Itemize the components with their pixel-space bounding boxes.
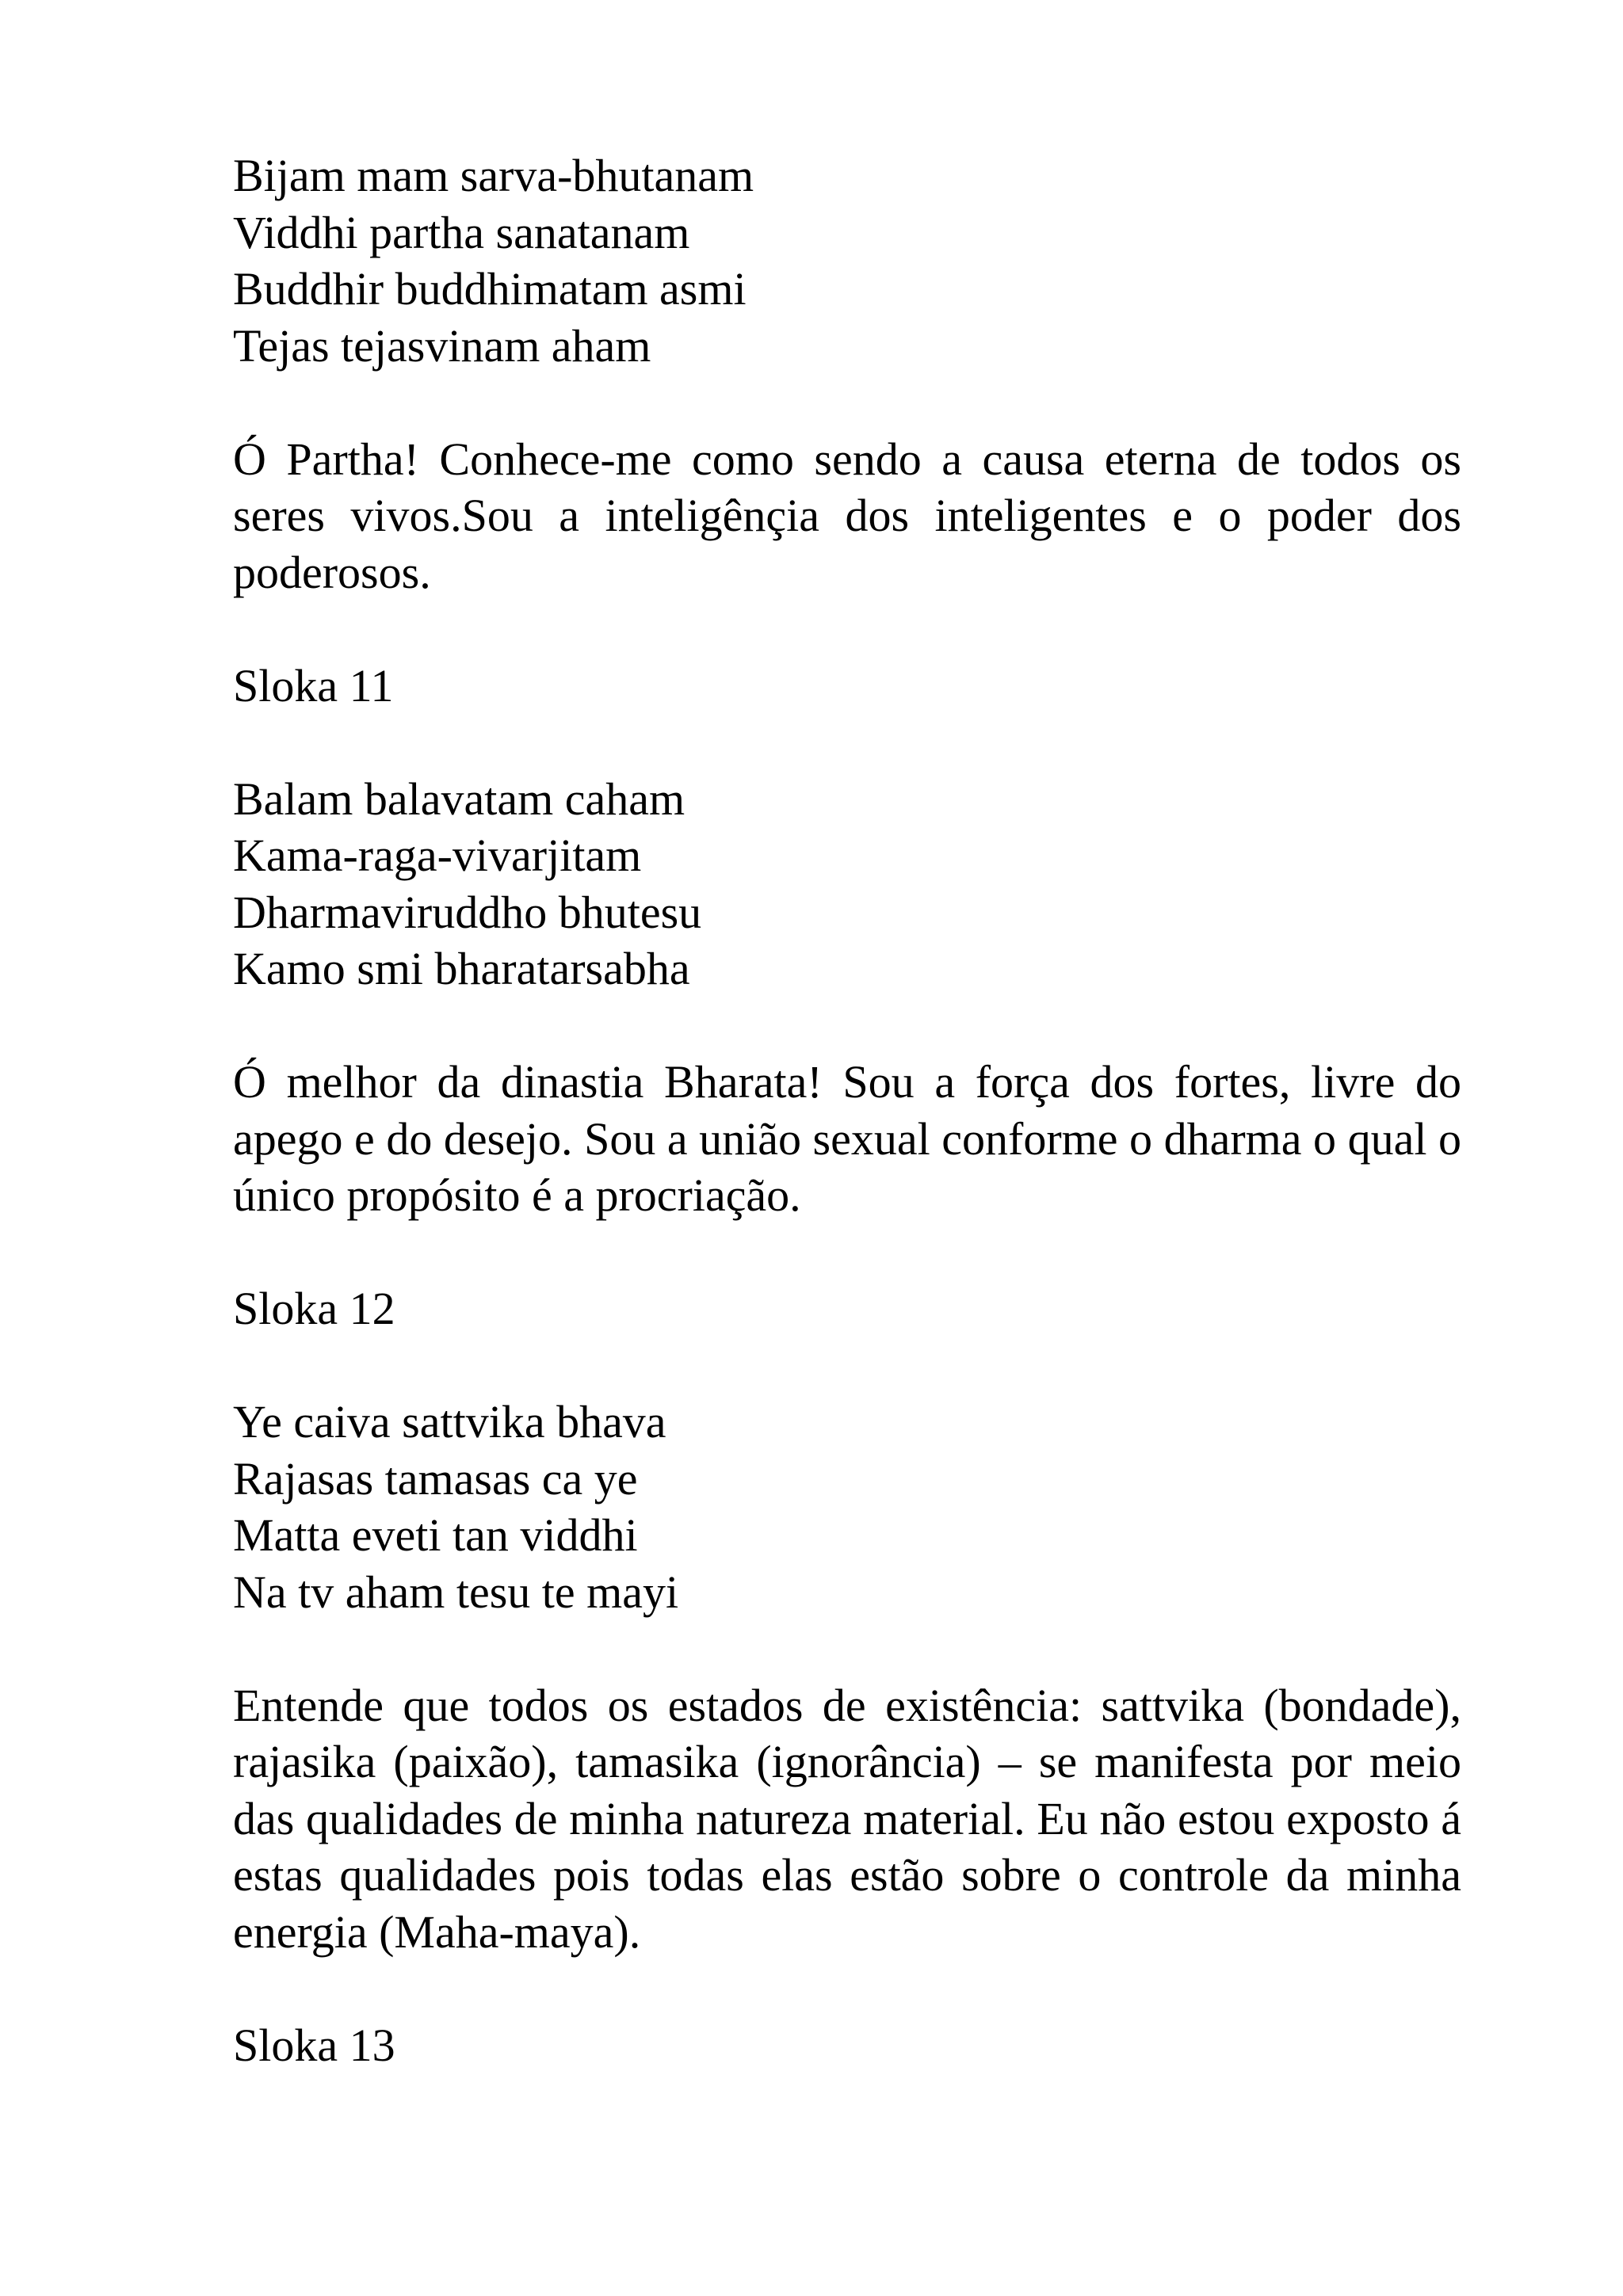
verse-sloka-11 xyxy=(233,771,1461,997)
verse-line: Na tv aham tesu te mayi xyxy=(233,1566,679,1618)
translation-paragraph: Ó Partha! Conhece-me como sendo a causa eterna de todos os seres vivos.Sou a inteligênçia dos inteligentes e o poder dos poderosos. xyxy=(233,433,1461,598)
sloka-heading: Sloka 11 xyxy=(233,659,394,711)
sloka-heading: Sloka 13 xyxy=(233,2019,395,2071)
verse-line: Bijam mam sarva-bhutanam xyxy=(233,150,754,201)
document-page xyxy=(233,147,1461,2073)
verse-line: Dharmaviruddho bhutesu xyxy=(233,886,702,938)
verse-sloka-10 xyxy=(233,147,1461,374)
verse-line: Balam balavatam caham xyxy=(233,772,685,825)
verse-line: Ye caiva sattvika bhava xyxy=(233,1396,666,1447)
translation-paragraph: Ó melhor da dinastia Bharata! Sou a força dos fortes, livre do apego e do desejo. Sou a união sexual conforme o dharma o qual o único propósito é a procriação. xyxy=(233,1056,1461,1221)
verse-line: Tejas tejasvinam aham xyxy=(233,319,651,372)
verse-line: Buddhir buddhimatam asmi xyxy=(233,263,747,315)
translation-paragraph: Entende que todos os estados de existência: sattvika (bondade), rajasika (paixão), tamasika (ignorância) – se manifesta por meio das qualidades de minha natureza material. Eu não estou exposto á estas qualidades pois todas elas estão sobre o controle da minha energia (Maha-maya). xyxy=(233,1679,1461,1958)
verse-line: Matta eveti tan viddhi xyxy=(233,1509,638,1561)
verse-line: Kamo smi bharatarsabha xyxy=(233,943,690,994)
sloka-heading: Sloka 12 xyxy=(233,1283,395,1334)
verse-line: Kama-raga-vivarjitam xyxy=(233,830,642,881)
verse-sloka-12 xyxy=(233,1394,1461,1620)
verse-line: Rajasas tamasas ca ye xyxy=(233,1452,638,1505)
verse-line: Viddhi partha sanatanam xyxy=(233,206,690,258)
